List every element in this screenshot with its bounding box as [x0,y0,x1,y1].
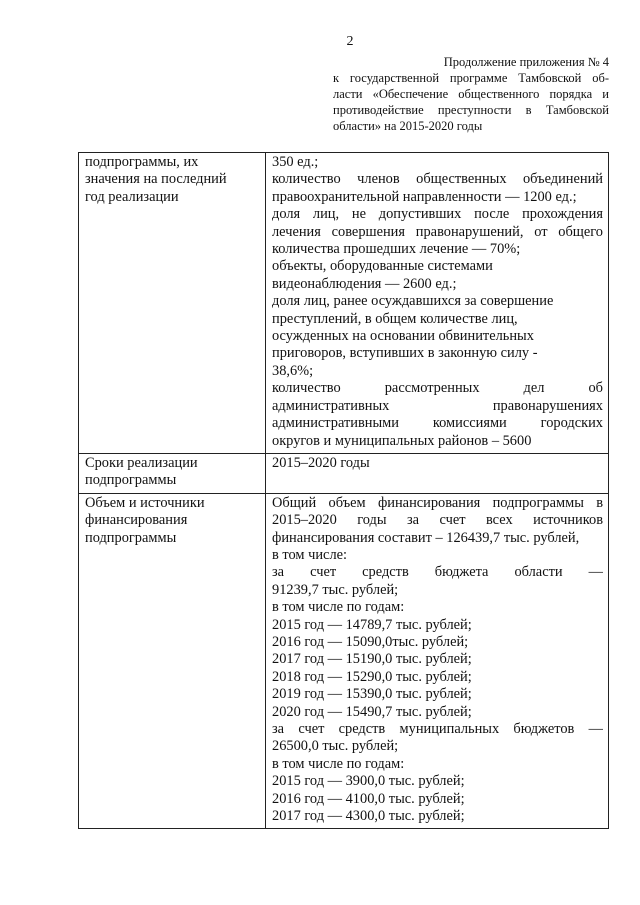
value-line: 2016 год — 15090,0тыс. рублей; [272,633,469,650]
table-row-implementation-period [79,453,609,493]
value-line: в том числе по годам: [272,599,405,616]
value-line: 2015 год — 3900,0 тыс. рублей; [272,773,465,790]
row-value-cell [266,153,609,454]
value-line: доля лиц, ранее осуждавшихся за совершение [272,293,554,310]
row-label-cell [79,153,266,454]
value-line: административными комиссиями городских [272,415,603,432]
table-row-financing [79,493,609,829]
value-line: 2015–2020 годы [272,454,370,471]
label-line: подпрограммы, их [85,154,199,170]
value-line: округов и муниципальных районов – 5600 [272,432,532,449]
value-line: 2015 год — 14789,7 тыс. рублей; [272,616,472,633]
value-line: приговоров, вступивших в законную силу - [272,345,538,362]
value-line: 2017 год — 15190,0 тыс. рублей; [272,651,472,668]
label-line: год реализации [85,188,179,205]
value-line: 2017 год — 4300,0 тыс. рублей; [272,808,465,825]
value-line: доля лиц, не допустивших после прохождения [272,206,603,223]
value-line: 2015–2020 годы за счет всех источников [272,512,603,529]
value-line: за счет средств муниципальных бюджетов — [272,721,603,737]
label-line: Сроки реализации [85,454,198,471]
value-line: правоохранительной направленности — 1200 ед.; [272,188,577,205]
appendix-header [333,54,609,134]
value-line: лечения совершения правонарушений, от общего [272,223,603,240]
value-line: количество членов общественных объединений [272,171,603,188]
value-line: 2020 год — 15490,7 тыс. рублей; [272,703,472,720]
value-line: 350 ед.; [272,154,319,170]
label-line: Объем и источники [85,494,205,511]
value-line: 38,6%; [272,362,314,379]
header-line: противодействие преступности в Тамбовской [333,103,609,117]
page-number: 2 [346,34,354,49]
value-line: 26500,0 тыс. рублей; [272,738,399,755]
header-line: области» на 2015-2020 годы [333,119,483,133]
value-line: в том числе по годам: [272,755,405,772]
value-line: за счет средств бюджета области — [272,564,603,581]
row-value-cell [266,493,609,829]
value-line: объекты, оборудованные системами [272,258,493,275]
value-line: количество рассмотренных дел об [272,380,603,397]
value-line: финансирования составит – 126439,7 тыс. рублей, [272,529,580,546]
header-line: Продолжение приложения № 4 [443,55,609,69]
value-line: в том числе: [272,546,348,563]
value-line: видеонаблюдения — 2600 ед.; [272,275,457,292]
value-line: Общий объем финансирования подпрограммы в [272,494,603,511]
value-line: 2018 год — 15290,0 тыс. рублей; [272,668,472,685]
row-value-cell [266,453,609,493]
label-line: финансирования [85,512,188,529]
table-row-indicators [79,153,609,454]
value-line: 2016 год — 4100,0 тыс. рублей; [272,790,465,807]
row-label-cell [79,493,266,829]
value-line: 2019 год — 15390,0 тыс. рублей; [272,686,472,703]
label-line: подпрограммы [85,472,177,489]
label-line: подпрограммы [85,529,177,546]
value-line: преступлений, в общем количестве лиц, [272,310,518,327]
row-label-cell [79,453,266,493]
subprogram-passport-table [78,152,609,829]
value-line: 91239,7 тыс. рублей; [272,581,399,598]
value-line: административных правонарушениях [272,397,603,414]
value-line: количества прошедших лечение — 70%; [272,241,521,258]
value-line: осужденных на основании обвинительных [272,328,534,345]
header-line: к государственной программе Тамбовской об- [333,71,609,85]
label-line: значения на последний [85,171,227,188]
header-line: ласти «Обеспечение общественного порядка и [333,87,609,101]
